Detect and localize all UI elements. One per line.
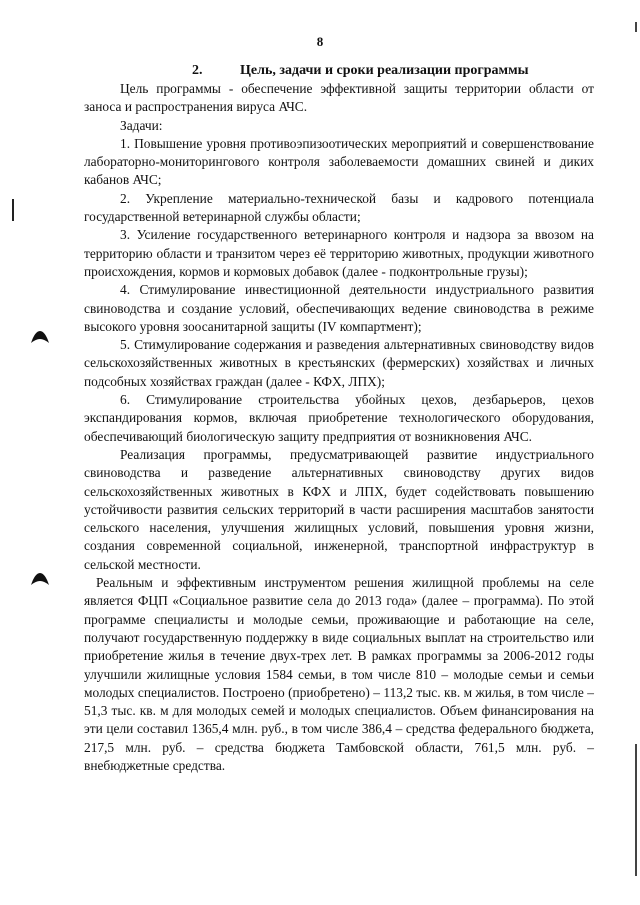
- task-item-3: 3. Усиление государственного ветеринарного контроля и надзора за ввозом на территорию области и транзитом через её территорию животных, продукции животного происхождения, кормов и кормовых добавок (далее - подконтрольные грузы);: [84, 227, 594, 279]
- scan-edge-mark-right-top: [635, 22, 637, 32]
- task-item-2: 2. Укрепление материально-технической базы и кадрового потенциала государственной ветеринарной службы области;: [84, 190, 594, 225]
- task-item-5: 5. Стимулирование содержания и разведения альтернативных свиноводству видов сельскохозяйственных животных в крестьянских (фермерских) хозяйствах и личных подсобных хозяйствах граждан (далее - КФХ, ЛПХ);: [84, 337, 594, 389]
- section-number: 2.: [192, 63, 203, 78]
- paragraph-goal: Цель программы - обеспечение эффективной защиты территории области от заноса и распространения вируса АЧС.: [84, 81, 594, 115]
- section-heading: [192, 63, 529, 79]
- page-number: 8: [316, 34, 324, 49]
- paragraph-housing-program: Реальным и эффективным инструментом решения жилищной проблемы на селе является ФЦП «Социальное развитие села до 2013 года» (далее – программа). По этой программе специалисты и молодые семьи, проживающие и работающие на селе, получают государственную поддержку в виде социальных выплат на строительство или приобретение жилья в течение двух-трех лет. В рамках программы за 2006-2012 годы улучшили жилищные условия 1584 семьи, в том числе 810 – молодые семьи и семьи молодых специалистов. Построено (приобретено) – 113,2 тыс. кв. м жилья, в том числе – 51,3 тыс. кв. м для молодых семей и молодых специалистов. Объем финансирования на эти цели составил 1365,4 млн. руб., в том числе 386,4 – средства федерального бюджета, 217,5 млн. руб. – средства бюджета Тамбовской области, 761,5 млн. руб. – внебюджетные средства.: [84, 575, 594, 773]
- scan-edge-mark-right-bottom: [635, 744, 637, 876]
- paragraph-implementation: Реализация программы, предусматривающей развитие индустриального свиноводства и разведение альтернативных свиноводству других видов сельскохозяйственных животных в КФХ и ЛПХ, будет содействовать повышению устойчивости развития сельских территорий в части расширения масштабов занятости сельского населения, улучшения жилищных условий, повышения уровня жизни, создания современной социальной, инженерной, транспортной инфраструктур в сельской местности.: [84, 446, 594, 572]
- document-body: [84, 80, 594, 775]
- scan-edge-mark-left: [12, 199, 14, 221]
- punch-hole-mark-upper: [30, 330, 50, 344]
- punch-hole-mark-lower: [30, 572, 50, 586]
- task-item-1: 1. Повышение уровня противоэпизоотических мероприятий и совершенствование лабораторно-мониторингового контроля заболеваемости домашних свиней и диких кабанов АЧС;: [84, 135, 594, 188]
- task-item-6: 6. Стимулирование строительства убойных цехов, дезбарьеров, цехов экспандирования кормов, включая приобретение технологического оборудования, обеспечивающий биологическую защиту предприятия от возникновения АЧС.: [84, 392, 594, 444]
- section-title: Цель, задачи и сроки реализации программы: [240, 63, 529, 78]
- task-item-4: 4. Стимулирование инвестиционной деятельности индустриального развития свиноводства и создание условий, обеспечивающих ведение свиноводства в режиме высокого уровня зоосанитарной защиты (IV компартмент);: [84, 282, 594, 334]
- paragraph-tasks-label: Задачи:: [120, 117, 163, 133]
